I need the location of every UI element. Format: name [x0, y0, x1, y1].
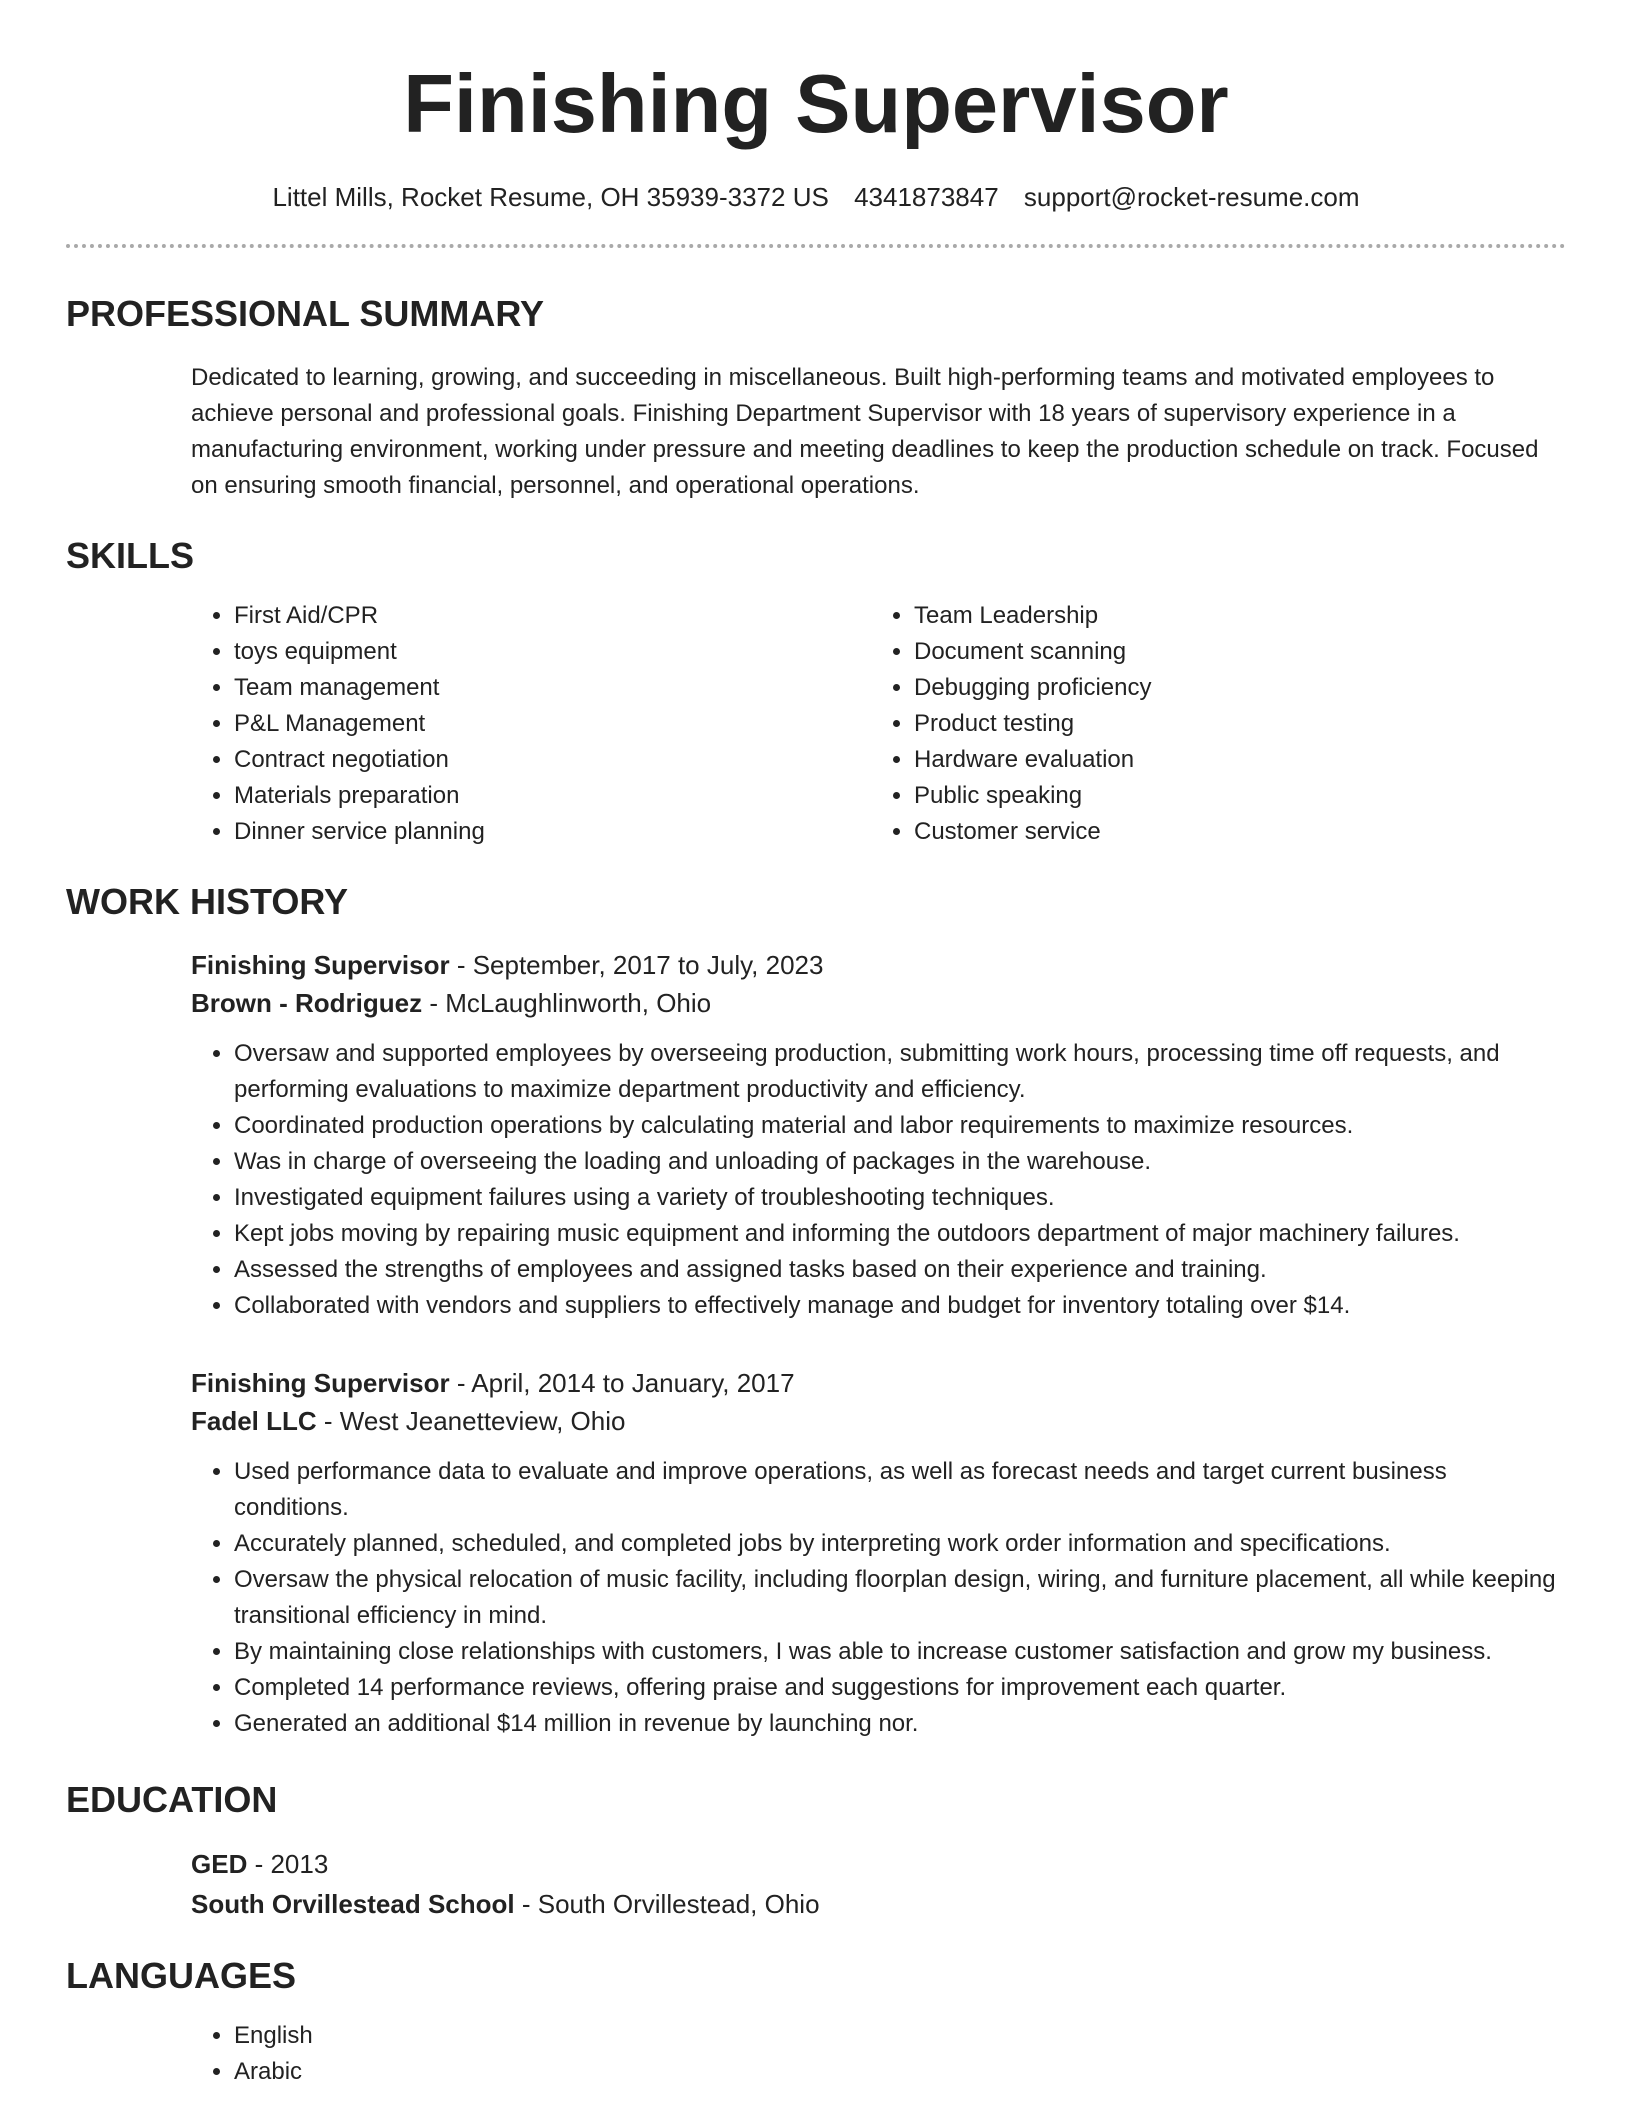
education-year: - 2013: [247, 1849, 329, 1879]
header-divider: [66, 244, 1566, 248]
job-company: Brown - Rodriguez: [191, 988, 423, 1018]
work-history-heading: WORK HISTORY: [66, 881, 349, 922]
skill-item: • Customer service: [914, 814, 1551, 850]
education-school-line: [191, 1884, 1566, 1924]
duty-item: • Used performance data to evaluate and improve operations, as well as forecast needs and target current business conditions.: [234, 1454, 1566, 1526]
skill-item: • Public speaking: [914, 778, 1551, 814]
education-heading: EDUCATION: [66, 1779, 278, 1820]
duty-item: • Oversaw and supported employees by overseeing production, submitting work hours, processing time off requests, and performing evaluations to maximize department productivity and efficiency.: [234, 1036, 1566, 1108]
skill-item: • Dinner service planning: [234, 814, 871, 850]
skill-item: • Hardware evaluation: [914, 742, 1551, 778]
education-entry: [191, 1844, 1566, 1924]
summary-text: Dedicated to learning, growing, and succeeding in miscellaneous. Built high-performing teams and motivated employees to achieve personal and professional goals. Finishing Department Supervisor with 18 years of supervisory experience in a manufacturing environment, working under pressure and meeting deadlines to keep the production schedule on track. Focused on ensuring smooth financial, personnel, and operational operations.: [191, 364, 1539, 499]
job-company-line: [191, 1402, 1566, 1440]
duty-item: • Investigated equipment failures using a variety of troubleshooting techniques.: [234, 1180, 1566, 1216]
resume-name: Finishing Supervisor: [403, 57, 1229, 150]
duty-item: • Accurately planned, scheduled, and completed jobs by interpreting work order information and specifications.: [234, 1526, 1566, 1562]
job-position: Finishing Supervisor: [191, 950, 450, 980]
contact-line: [66, 180, 1566, 214]
contact-phone: 4341873847: [854, 182, 999, 212]
skill-item: • Product testing: [914, 706, 1551, 742]
skill-item: • Materials preparation: [234, 778, 871, 814]
duty-item: • Assessed the strengths of employees and assigned tasks based on their experience and training.: [234, 1252, 1566, 1288]
language-item: • Arabic: [234, 2054, 1566, 2090]
job-entry: [191, 946, 1566, 1324]
job-dates: - April, 2014 to January, 2017: [449, 1368, 795, 1398]
job-title-line: [191, 946, 1566, 984]
job-duties: [191, 1036, 1566, 1324]
skill-item: • Document scanning: [914, 634, 1551, 670]
duty-item: • Was in charge of overseeing the loading and unloading of packages in the warehouse.: [234, 1144, 1566, 1180]
summary-heading: PROFESSIONAL SUMMARY: [66, 293, 545, 334]
skill-item: • toys equipment: [234, 634, 871, 670]
duty-item: • Collaborated with vendors and suppliers to effectively manage and budget for inventory totaling over $14.: [234, 1288, 1566, 1324]
skills-column-right: [871, 598, 1551, 850]
education-degree: GED: [191, 1849, 248, 1879]
skill-item: • Contract negotiation: [234, 742, 871, 778]
skill-item: • First Aid/CPR: [234, 598, 871, 634]
job-duties: [191, 1454, 1566, 1742]
education-degree-line: [191, 1844, 1566, 1884]
job-position: Finishing Supervisor: [191, 1368, 450, 1398]
skill-item: • Team management: [234, 670, 871, 706]
job-title-line: [191, 1364, 1566, 1402]
languages-heading: LANGUAGES: [66, 1955, 297, 1996]
education-location: - South Orvillestead, Ohio: [514, 1889, 820, 1919]
job-location: - McLaughlinworth, Ohio: [422, 988, 712, 1018]
skill-item: • Debugging proficiency: [914, 670, 1551, 706]
contact-email: support@rocket-resume.com: [1023, 182, 1360, 212]
duty-item: • Completed 14 performance reviews, offering praise and suggestions for improvement each quarter.: [234, 1670, 1566, 1706]
job-company-line: [191, 984, 1566, 1022]
job-dates: - September, 2017 to July, 2023: [449, 950, 824, 980]
skills-list: [191, 598, 1566, 850]
education-school: South Orvillestead School: [191, 1889, 515, 1919]
job-company: Fadel LLC: [191, 1406, 317, 1436]
skills-column-left: [191, 598, 871, 850]
skills-heading: SKILLS: [66, 535, 195, 576]
duty-item: • By maintaining close relationships with customers, I was able to increase customer satisfaction and grow my business.: [234, 1634, 1566, 1670]
language-item: • English: [234, 2018, 1566, 2054]
job-location: - West Jeanetteview, Ohio: [316, 1406, 626, 1436]
languages-list: [191, 2018, 1566, 2090]
duty-item: • Coordinated production operations by calculating material and labor requirements to maximize resources.: [234, 1108, 1566, 1144]
contact-address: Littel Mills, Rocket Resume, OH 35939-3372 US: [272, 182, 829, 212]
skill-item: • Team Leadership: [914, 598, 1551, 634]
job-entry: [191, 1364, 1566, 1742]
duty-item: • Kept jobs moving by repairing music equipment and informing the outdoors department of major machinery failures.: [234, 1216, 1566, 1252]
duty-item: • Oversaw the physical relocation of music facility, including floorplan design, wiring, and furniture placement, all while keeping transitional efficiency in mind.: [234, 1562, 1566, 1634]
skill-item: • P&L Management: [234, 706, 871, 742]
duty-item: • Generated an additional $14 million in revenue by launching nor.: [234, 1706, 1566, 1742]
